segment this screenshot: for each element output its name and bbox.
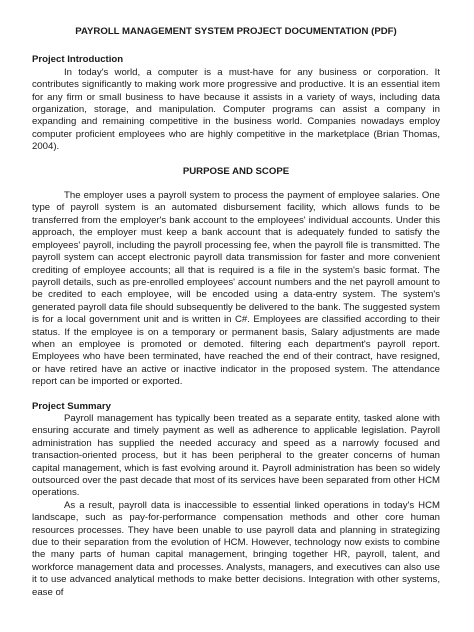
- summary-paragraph-2: As a result, payroll data is inaccessible to essential linked operations in today's HCM landscape, such as pay-for-performance compensation methods and other core human resources processes. They have been unable to use payroll data and planning in strategizing due to their separation from the evolution of HCM. However, technology now exists to combine the many parts of human capital management, bringing together HR, payroll, talent, and workforce management data and processes. Analysts, managers, and executives can also use it to use advanced analytical methods to make better decisions. Integration with other systems, ease of: [32, 499, 440, 598]
- summary-paragraph-1: Payroll management has typically been treated as a separate entity, tasked alone with ensuring accurate and timely payment as well as adherence to applicable legislation. Payroll administration has supplied the needed accuracy and speed as a narrowly focused and transaction-oriented process, but it has been peripheral to the greater concerns of human capital management, which is fast evolving around it. Payroll administration has been so widely outsourced over the past decade that most of its services have been separated from other HCM operations.: [32, 412, 440, 499]
- purpose-scope-paragraph: The employer uses a payroll system to process the payment of employee salaries. One type of payroll system is an automated disbursement facility, which allows funds to be transferred from the employer's bank account to the employees' individual accounts. Under this approach, the employer must keep a bank account that is adequately funded to satisfy the employees' payroll, including the payroll processing fee, when the payroll file is transmitted. The payroll system can accept electronic payroll data transmission for faster and more convenient crediting of employee accounts; all that is required is a file in the system's basic format. The payroll details, such as pre-enrolled employees' account numbers and the net payroll amount to be credited to each employee, will be encoded using a data-entry system. The system's generated payroll data file should subsequently be delivered to the bank. The suggested system is for a local government unit and is written in C#. Employees are classified according to their status. If the employee is on a temporary or permanent basis, Salary adjustments are made when an employee is promoted or demoted. filtering each department's payroll report. Employees who have been terminated, have reached the end of their contract, have resigned, or have retired have an active or inactive indicator in the proposed system. The attendance report can be imported or exported.: [32, 190, 440, 388]
- document-title: PAYROLL MANAGEMENT SYSTEM PROJECT DOCUMENTATION (PDF): [75, 26, 397, 37]
- section-heading-summary: Project Summary: [32, 400, 111, 412]
- section-heading-purpose-scope: PURPOSE AND SCOPE: [182, 165, 290, 177]
- section-heading-introduction: Project Introduction: [32, 54, 124, 66]
- introduction-paragraph: In today's world, a computer is a must-have for any business or corporation. It contributes significantly to making work more progressive and productive. It is an essential item for any firm or small business to have because it assists in a variety of ways, including data organization, storage, and manipulation. Computer programs can assist a company in expanding and remaining competitive in the business world. Companies nowadays employ computer proficient employees who are highly competitive in the marketplace (Brian Thomas, 2004).: [32, 66, 440, 153]
